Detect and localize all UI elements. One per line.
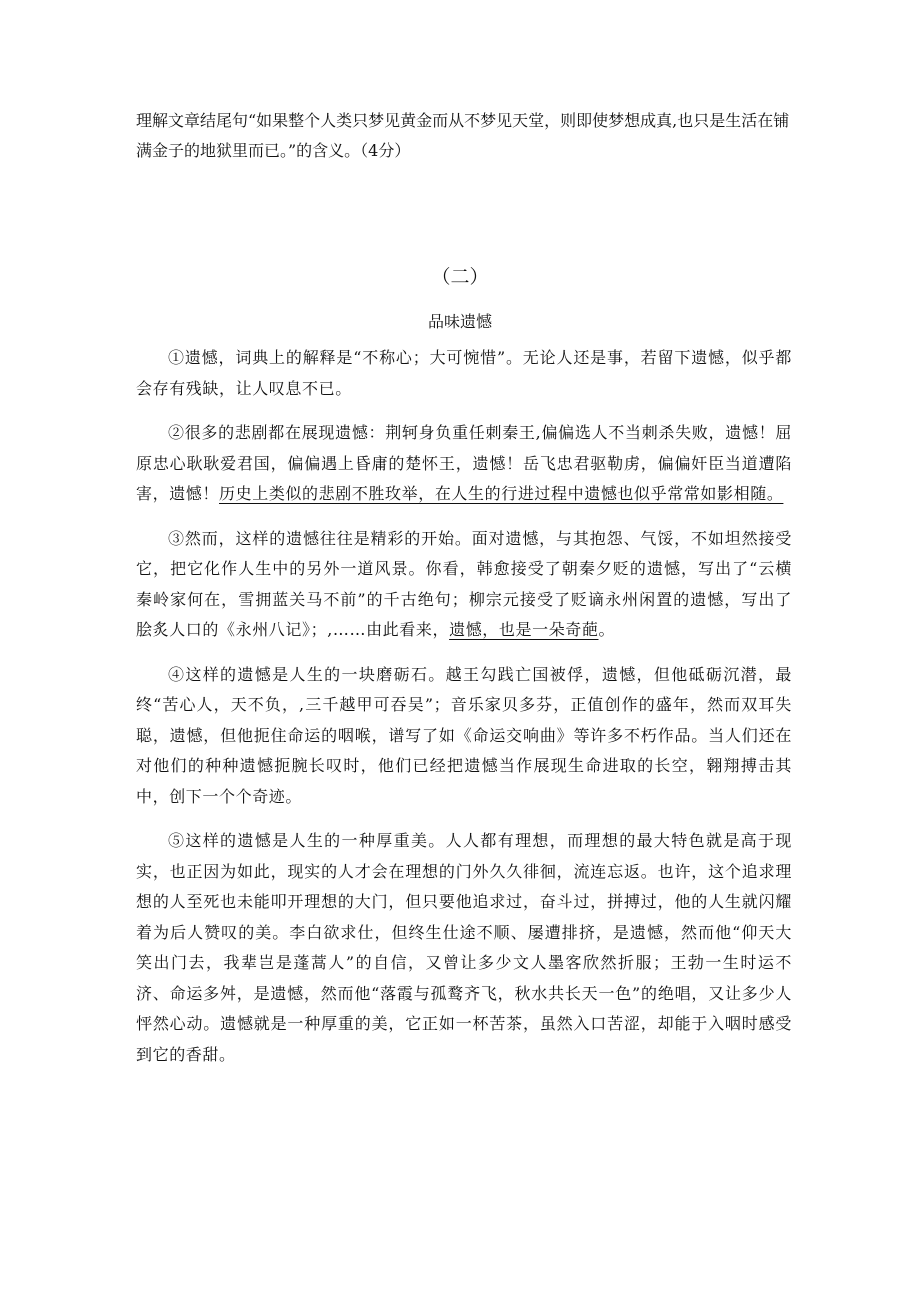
underlined-phrase-qipa: 遗憾，也是一朵奇葩	[449, 620, 599, 639]
paragraph-3-end: 。	[598, 620, 616, 639]
paragraph-5: ⑤这样的遗憾是人生的一种厚重美。人人都有理想，而理想的最大特色就是高于现实，也正因为如此，现实的人才会在理想的门外久久徘徊，流连忘返。也许，这个追求理想的人至死也未能叩开理想的大门，但只要他追求过，奋斗过，拼搏过，他的人生就闪耀着为后人赞叹的美。李白欲求仕，但终生仕途不顺、屡遭排挤，是遗憾，然而他“仰天大笑出门去，我辈岂是蓬蒿人”的自信，又曾让多少文人墨客欣然折服；王勃一生时运不济、命运多舛，是遗憾，然而他“落霞与孤鹜齐飞，秋水共长天一色”的绝唱，又让多少人怦然心动。遗憾就是一种厚重的美，它正如一杯苦茶，虽然入口苦涩，却能于入咽时感受到它的香甜。	[136, 831, 792, 1064]
paragraph-2-text: ②很多的悲剧都在展现遗憾：荆轲身负重任刺秦王,偏偏选人不当刺杀失败，遗憾！屈原忠心耿耿爱君国，偏偏遇上昏庸的楚怀王，遗憾！岳飞忠君驱勒虏，偏偏奸臣当道遭陷害，遗憾！	[136, 423, 792, 503]
paragraph-3-text: ③然而，这样的遗憾往往是精彩的开始。面对遗憾，与其抱怨、气馁，不如坦然接受它，把它化作人生中的另外一道风景。你看，韩愈接受了朝秦夕贬的遗憾，写出了“云横秦岭家何在，雪拥蓝关马不前”的千古绝句；柳宗元接受了贬谪永州闲置的遗憾，写出了脍炙人口的《永州八记》；,……由此看来，	[136, 528, 792, 639]
article-body	[136, 343, 792, 1084]
paragraph-2	[136, 418, 792, 510]
question-prompt: 理解文章结尾句“如果整个人类只梦见黄金而从不梦见天堂，则即使梦想成真,也只是生活在铺满金子的地狱里而已。”的含义。（4分）	[136, 111, 790, 160]
paragraph-3	[136, 524, 792, 646]
article-title: 品味遗憾	[427, 312, 492, 331]
section-number: （二）	[431, 266, 489, 288]
underlined-sentence-history: 历史上类似的悲剧不胜玫举，在人生的行进过程中遗憾也似乎常常如影相随。	[219, 484, 784, 503]
paragraph-4: ④这样的遗憾是人生的一块磨砺石。越王勾践亡国被俘，遗憾，但他砥砺沉潜，最终“苦心人，天不负，,三千越甲可吞吴”；音乐家贝多芬，正值创作的盛年，然而双耳失聪，遗憾，但他扼住命运的咽喉，谱写了如《命运交响曲》等许多不朽作品。当人们还在对他们的种种遗憾扼腕长叹时，他们已经把遗憾当作展现生命进取的长空，翱翔搏击其中，创下一个个奇迹。	[136, 664, 792, 806]
paragraph-1: ①遗憾，词典上的解释是“不称心；大可惋惜”。无论人还是事，若留下遗憾，似乎都会存有残缺，让人叹息不已。	[136, 348, 792, 398]
